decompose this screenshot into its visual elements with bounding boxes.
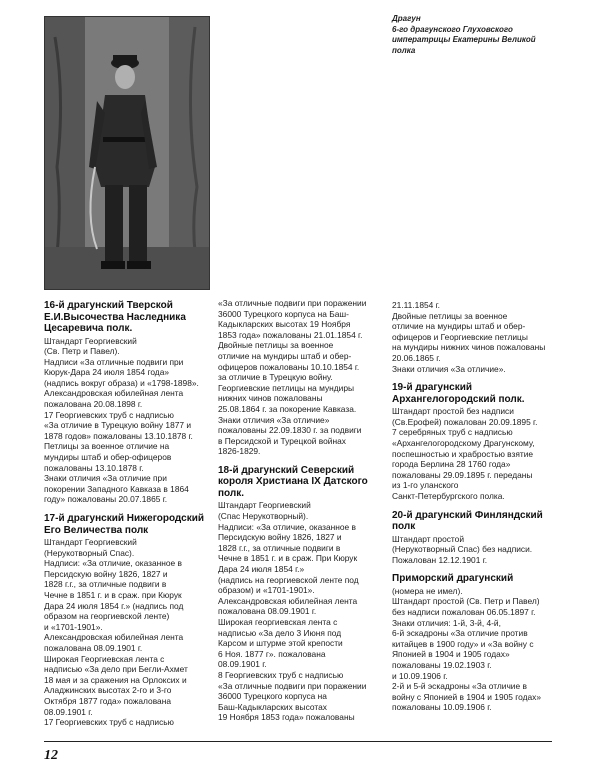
body-line: (Спас Нерукотворный).: [218, 511, 309, 521]
body-line: 1826-1829.: [218, 446, 261, 457]
body-line: пожалованы 10.09.1906 г.: [392, 702, 492, 713]
body-line: (Нерукотворный Спас).: [44, 547, 135, 558]
body-line: 21.11.1854 г.: [392, 300, 440, 310]
regiment-section: [218, 465, 384, 723]
body-line: офицеров пожалованы 10.10.1854 г.: [218, 361, 360, 372]
body-line: Штандарт простой без надписи: [392, 406, 514, 417]
body-line: (номера не имел).: [392, 585, 463, 596]
body-line: пожалованы 13.10.1878 г.: [44, 462, 144, 473]
heading-line: Архангелогородский полк.: [392, 393, 525, 405]
body-line: пожалована 08.09.1901 г.: [44, 642, 143, 653]
body-line: (Св.Ерофей) пожалован 20.09.1895 г.: [392, 416, 538, 427]
body-line: «Архангелогородскому Драгунскому,: [392, 437, 535, 448]
heading-line: короля Христиана IX Датского: [218, 476, 368, 488]
regiment-section: [392, 510, 558, 566]
body-line: пожалована 20.08.1898 г.: [44, 399, 143, 410]
body-line: Дара 24 июля 1854 г.» (надпись под: [44, 600, 184, 611]
regiment-heading: [218, 465, 384, 500]
body-line: Надписи «За отличные подвиги при: [44, 356, 184, 367]
heading-line: 20-й драгунский Финляндский: [392, 509, 543, 521]
body-line: образом) и «1701-1901».: [218, 585, 315, 596]
body-line: Двойные петлицы за военное: [218, 340, 334, 351]
regiment-section: [392, 573, 558, 713]
body-line: 1878 годов» пожалованы 13.10.1878 г.: [44, 430, 193, 441]
body-line: 19 Ноября 1853 года» пожалованы: [218, 712, 355, 723]
heading-line: полк: [392, 521, 416, 532]
regiment-heading: [44, 513, 210, 536]
body-line: надписью «За дело 3 Июня под: [218, 627, 342, 638]
body-line: 18 мая и за сражения на Орлоксих и: [44, 674, 187, 685]
body-line: 1828 г.г., за отличные подвиги в: [218, 542, 341, 553]
body-line: (Нерукотворный Спас) без надписи.: [392, 544, 533, 555]
body-line: Александровская юбилейная лента: [218, 595, 358, 606]
body-line: Пожалован 12.12.1901 г.: [392, 554, 488, 565]
body-line: Дара 24 июля 1854 г.»: [218, 563, 305, 574]
body-line: за отличие в Турецкую войну.: [218, 372, 333, 383]
caption-line: Драгун: [392, 14, 421, 23]
caption-line: 6-го драгунского Глуховского: [392, 24, 513, 34]
body-line: Персидскую войну 1826, 1827 и: [44, 568, 168, 579]
body-line: 17 Георгиевских труб с надписью: [44, 409, 174, 420]
regiment-heading: [392, 510, 558, 533]
body-line: Чечне в 1851 г. и в сраж. при Кюрук: [44, 589, 182, 600]
heading-line: Е.И.Высочества Наследника: [44, 311, 186, 323]
body-line: «За отличные подвиги при поражении: [218, 680, 367, 691]
body-line: города Берлина 28 1760 года»: [392, 459, 511, 470]
body-line: нижних чинов пожалованы: [218, 393, 323, 404]
body-line: отличие на мундиры штаб и обер-: [218, 350, 352, 361]
body-line: «За отличные подвиги при поражении: [218, 298, 367, 308]
body-line: Октября 1877 года» пожалована: [44, 695, 171, 706]
body-line: на мундиры нижних чинов пожалованы: [392, 342, 546, 353]
page-number: 12: [44, 748, 58, 763]
body-line: Штандарт простой: [392, 533, 464, 544]
body-line: Кадыкларских высотах 19 Ноября: [218, 319, 351, 330]
body-line: китайцев в 1900 году» и «За войну с: [392, 638, 534, 649]
body-line: без надписи пожалован 06.05.1897 г.: [392, 606, 536, 617]
body-line: Санкт-Петербургского полка.: [392, 490, 505, 501]
text-column-left: [44, 300, 210, 736]
body-line: 8 Георгиевских труб с надписью: [218, 669, 344, 680]
body-line: Кюрук-Дара 24 июля 1854 года»: [44, 367, 170, 378]
regiment-section: [44, 300, 210, 505]
body-line: 36000 Турецкого корпуса на Баш-: [218, 308, 349, 319]
body-line: (надпись на георгиевской ленте под: [218, 574, 359, 585]
body-line: Знаки отличия «За отличие».: [392, 363, 506, 374]
body-line: пожалованы 22.09.1830 г. за подвиги: [218, 425, 362, 436]
body-line: (надпись вокруг образа) и «1798-1898».: [44, 377, 199, 388]
body-line: Надписи: «За отличие, оказанное в: [218, 521, 356, 532]
body-line: Штандарт Георгиевский: [44, 537, 137, 547]
body-line: 08.09.1901 г.: [44, 706, 93, 717]
regiment-section: [44, 513, 210, 728]
body-line: пожалованы 19.02.1903 г.: [392, 659, 492, 670]
heading-line: Цесаревича полк.: [44, 323, 133, 334]
body-line: году» пожалованы 20.07.1865 г.: [44, 494, 168, 505]
body-line: и 10.09.1906 г.: [392, 670, 448, 681]
regiment-section: [392, 382, 558, 501]
body-line: Аладжинских высотах 2-го и 3-го: [44, 685, 172, 696]
body-line: Штандарт простой (Св. Петр и Павел): [392, 596, 540, 607]
heading-line: Его Величества полк: [44, 524, 149, 536]
body-line: Надписи: «За отличие, оказанное в: [44, 558, 182, 569]
photo-caption: [392, 14, 552, 56]
caption-line: полка: [392, 45, 416, 55]
body-line: Знаки отличия «За отличие»: [218, 414, 330, 425]
body-line: Широкая георгиевская лента с: [218, 616, 338, 627]
body-line: Двойные петлицы за военное: [392, 310, 508, 321]
body-line: и «1701-1901».: [44, 621, 103, 632]
body-line: Петлицы за военное отличие на: [44, 441, 170, 452]
body-line: 36000 Турецкого корпуса на: [218, 691, 327, 702]
body-line: Александровская юбилейная лента: [44, 388, 184, 399]
body-line: Штандарт Георгиевский: [44, 335, 137, 346]
heading-line: 19-й драгунский: [392, 382, 473, 394]
caption-line: императрицы Екатерины Великой: [392, 35, 536, 44]
body-line: Японией в 1904 и 1905 годах»: [392, 649, 510, 660]
text-column-middle: [218, 298, 384, 731]
body-line: 25.08.1864 г. за покорение Кавказа.: [218, 403, 357, 414]
regiment-section: [392, 300, 558, 374]
heading-line: полк.: [218, 487, 245, 499]
body-line: образом на георгиевской ленте): [44, 611, 170, 622]
body-line: Баш-Кадыкларских высотах: [218, 701, 327, 712]
body-line: надписью «За дело при Бегли-Ахмет: [44, 664, 188, 675]
body-line: 2-й и 5-й эскадроны «За отличие в: [392, 681, 527, 692]
body-line: 08.09.1901 г.: [218, 659, 267, 670]
body-line: Знаки отличия: 1-й, 3-й, 4-й,: [392, 617, 501, 628]
body-line: Александровская юбилейная лента: [44, 632, 184, 643]
body-line: офицеров и Георгиевские петлицы: [392, 331, 528, 342]
body-line: Знаки отличия «За отличие при: [44, 473, 167, 484]
body-line: 1853 года» пожалованы 21.01.1854 г.: [218, 329, 363, 340]
body-line: 6 Ноя. 1877 г». пожалована: [218, 648, 326, 659]
body-line: Чечне в 1851 г. и в сраж. При Кюрук: [218, 553, 358, 564]
body-line: Штандарт Георгиевский: [218, 500, 311, 511]
body-line: (Св. Петр и Павел).: [44, 346, 120, 357]
body-line: войну с Японией в 1904 и 1905 годах»: [392, 691, 541, 702]
body-line: 17 Георгиевских труб с надписью: [44, 717, 174, 728]
body-line: Широкая Георгиевская лента с: [44, 653, 165, 664]
soldier-photograph: [44, 16, 210, 290]
footer-divider: [44, 741, 552, 742]
dragoon-figure: [45, 17, 209, 289]
heading-line: 18-й драгунский Северский: [218, 464, 355, 476]
body-line: 20.06.1865 г.: [392, 352, 441, 363]
body-line: покорении Западного Кавказа в 1864: [44, 483, 189, 494]
body-line: 7 серебряных труб с надписью: [392, 427, 513, 438]
heading-line: 17-й драгунский Нижегородский: [44, 513, 204, 524]
body-line: из 1-го уланского: [392, 480, 459, 491]
body-line: пожалована 08.09.1901 г.: [218, 606, 317, 617]
regiment-heading: [392, 382, 558, 405]
heading-line: Приморский драгунский: [392, 573, 514, 585]
body-line: «За отличие в Турецкую войну 1877 и: [44, 420, 192, 431]
body-line: мундиры штаб и обер-офицеров: [44, 452, 172, 463]
body-line: в Персидской и Турецкой войнах: [218, 435, 346, 446]
body-line: пожалованы 29.09.1895 г. переданы: [392, 469, 533, 480]
regiment-heading: [392, 573, 558, 585]
body-line: Персидскую войну 1826, 1827 и: [218, 532, 342, 543]
heading-line: 16-й драгунский Тверской: [44, 300, 173, 311]
body-line: 6-й эскадроны «За отличие против: [392, 628, 528, 639]
regiment-heading: [44, 300, 210, 335]
body-line: 1828 г.г., за отличные подвиги в: [44, 579, 167, 590]
text-column-right: [392, 300, 558, 721]
body-line: поспешностью и храбростью взятие: [392, 448, 534, 459]
body-line: Георгиевские петлицы на мундиры: [218, 382, 354, 393]
regiment-section: [218, 298, 384, 457]
body-line: Карсом и штурме этой крепости: [218, 638, 343, 649]
body-line: отличие на мундиры штаб и обер-: [392, 321, 526, 332]
